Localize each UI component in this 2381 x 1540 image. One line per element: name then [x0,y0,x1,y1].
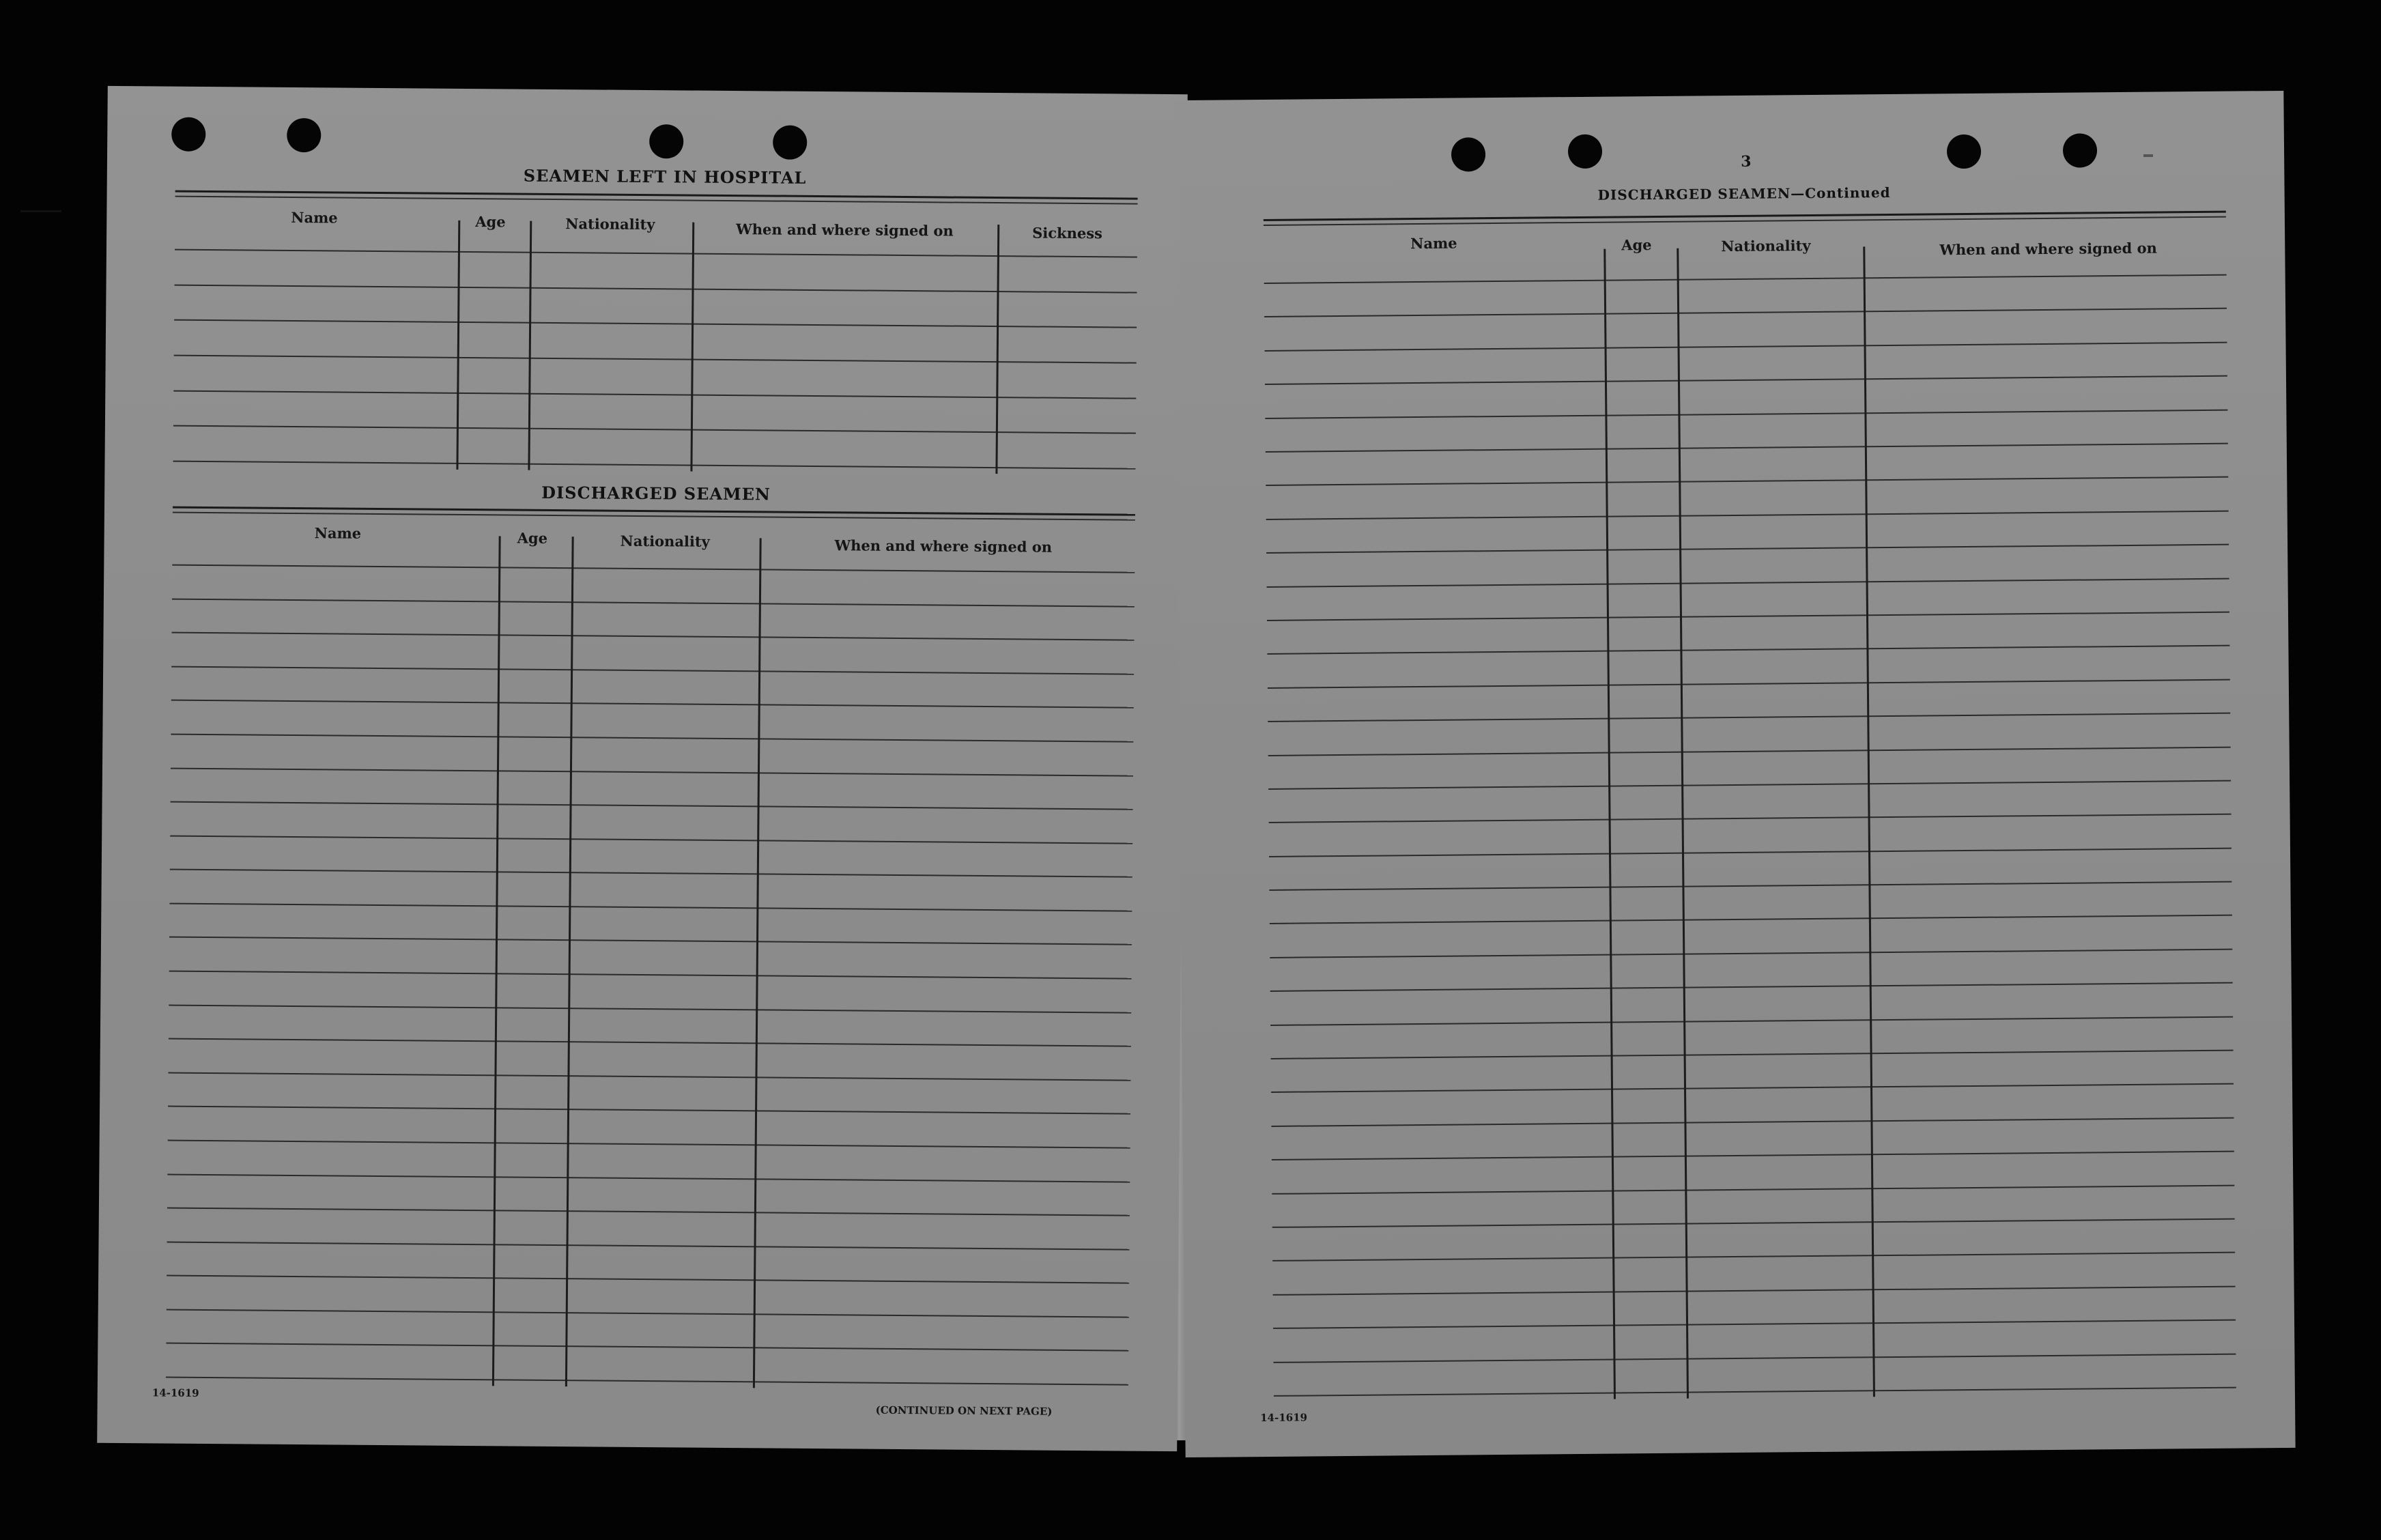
continued-section-title: DISCHARGED SEAMEN—Continued [1597,184,1891,203]
table-row-line [169,1004,1131,1013]
table-row-line [1265,375,2227,385]
table-row-line [174,355,1137,364]
table-row-line [171,767,1133,776]
table-row-line [1267,612,2229,621]
punch-hole [773,125,807,159]
table-row-line [167,1208,1130,1216]
table-row-line [1269,814,2232,823]
table-row-line [172,632,1135,641]
table-column-line [492,536,501,1386]
table-row-line [1265,341,2227,351]
table-column-line [1863,246,1875,1397]
table-row-line [167,1241,1130,1250]
table-row-line [1270,982,2233,992]
table-row-line [1271,1117,2234,1126]
table-row-line [166,1343,1128,1352]
hospital-col-name: Name [291,208,338,227]
table-row-line [1267,645,2229,655]
table-row-line [171,801,1133,810]
table-column-line [528,221,532,470]
table-row-line [167,1275,1129,1284]
table-row-line [172,565,1135,573]
table-row-line [173,390,1136,399]
table-row-line [169,937,1132,945]
table-row-line [1267,578,2229,587]
stray-mark [2143,154,2153,157]
right-top-rule [1264,211,2226,221]
table-row-line [1268,713,2230,722]
page-number: 3 [1741,152,1752,171]
table-row-line [1272,1151,2234,1160]
table-row-line [174,319,1137,328]
table-row-line [1268,746,2231,756]
table-row-line [1264,274,2227,284]
table-row-line [168,1139,1130,1148]
table-row-line [1271,1050,2234,1059]
table-row-line [167,1309,1129,1317]
hospital-col-nationality: Nationality [565,215,655,233]
punch-hole [1451,137,1485,171]
table-row-line [1270,915,2232,924]
table-row-line [1271,1083,2234,1093]
table-row-line [1272,1218,2235,1228]
table-column-line [995,225,999,474]
hospital-col-age: Age [475,213,506,231]
table-row-line [173,425,1136,434]
table-column-line [690,223,694,472]
table-row-line [1268,780,2231,790]
discharged-col-name: Name [314,524,362,542]
right-col-age: Age [1621,236,1652,254]
table-row-line [1266,544,2229,554]
stray-mark [20,210,61,212]
discharged-col-age: Age [517,529,548,547]
punch-hole [1568,134,1602,169]
table-row-line [166,1377,1128,1386]
punch-hole [171,117,205,152]
table-row-line [1265,409,2227,418]
table-row-line [1273,1320,2236,1329]
right-col-nationality: Nationality [1721,236,1811,255]
right-page [1173,91,2295,1457]
hospital-table [108,86,1188,94]
discharged-col-signed-on: When and where signed on [834,537,1053,556]
form-number: 14-1619 [1260,1411,1308,1425]
continued-table [1173,91,2283,100]
table-row-line [1272,1252,2235,1261]
table-row-line [173,461,1136,470]
table-row-line [170,835,1132,844]
right-col-name: Name [1410,234,1457,253]
left-page [97,86,1188,1451]
punch-hole [1947,134,1981,169]
table-row-line [175,249,1137,258]
table-row-line [169,971,1132,980]
punch-hole [649,124,683,158]
table-row-line [1264,308,2227,317]
table-column-line [456,220,460,470]
table-row-line [1266,510,2229,519]
table-row-line [170,869,1132,878]
table-row-line [169,902,1132,911]
right-col-signed-on: When and where signed on [1939,239,2157,259]
discharged-col-nationality: Nationality [620,532,710,550]
hospital-top-rule [175,190,1138,200]
form-number: 14-1619 [152,1386,199,1399]
table-row-line [1266,476,2228,486]
table-row-line [171,700,1134,709]
table-row-line [1274,1387,2236,1397]
hospital-col-signed-on: When and where signed on [736,220,954,240]
table-column-line [753,538,762,1388]
discharged-table [108,86,1188,94]
discharged-section-title: DISCHARGED SEAMEN [541,482,771,504]
table-row-line [172,598,1135,607]
table-column-line [1677,248,1689,1399]
punch-hole [287,118,321,152]
continued-note: (CONTINUED ON NEXT PAGE) [875,1403,1053,1418]
table-row-line [1273,1353,2236,1363]
table-row-line [171,733,1133,742]
table-row-line [1270,1016,2233,1025]
table-row-line [1270,949,2232,958]
table-row-line [169,1038,1131,1047]
table-row-line [168,1106,1130,1115]
hospital-col-sickness: Sickness [1032,224,1103,242]
table-row-line [1269,847,2232,857]
table-row-line [1272,1184,2234,1194]
table-column-line [1603,249,1616,1399]
discharged-top-rule [173,507,1135,516]
punch-hole [2063,133,2097,167]
table-row-line [175,284,1137,293]
hospital-section-title: SEAMEN LEFT IN HOSPITAL [523,165,807,188]
table-row-line [1266,443,2228,453]
table-column-line [565,537,574,1386]
table-row-line [1268,679,2230,688]
table-row-line [1269,881,2232,891]
table-row-line [1273,1285,2236,1295]
table-row-line [167,1173,1130,1182]
table-row-line [168,1072,1130,1081]
table-row-line [171,666,1134,674]
